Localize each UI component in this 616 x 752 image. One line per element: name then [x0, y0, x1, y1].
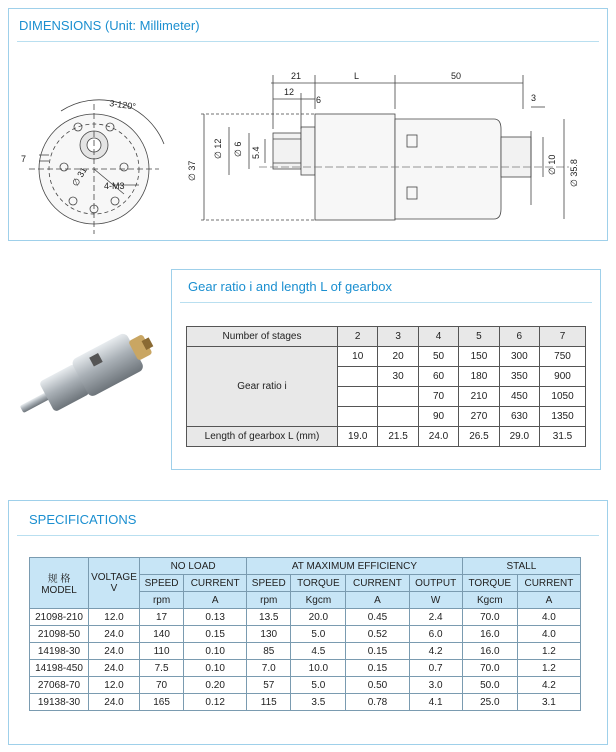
model-cell: 14198-450: [30, 660, 89, 677]
specifications-panel: [8, 500, 608, 745]
model-header-cn: 规 格: [47, 574, 71, 585]
title-separator: [180, 302, 592, 303]
model-cell: 21098-50: [30, 626, 89, 643]
dimension-drawing: [9, 9, 607, 240]
unit-cell: rpm: [140, 592, 184, 609]
spec-cell: 115: [247, 694, 291, 711]
length-cell: 26.5: [459, 427, 499, 447]
spec-cell: 10.0: [291, 660, 346, 677]
spec-cell: 4.5: [291, 643, 346, 660]
gearbox-panel: [171, 269, 601, 470]
spec-cell: 4.0: [517, 609, 580, 626]
spec-cell: 4.0: [517, 626, 580, 643]
ratio-cell: 300: [499, 347, 539, 367]
group-maxeff: AT MAXIMUM EFFICIENCY: [247, 558, 463, 575]
ratio-cell: 60: [418, 367, 458, 387]
spec-cell: 0.10: [184, 643, 247, 660]
stage-cell: 7: [540, 327, 586, 347]
stages-header: Number of stages: [187, 327, 338, 347]
specifications-title: SPECIFICATIONS: [29, 512, 137, 527]
model-cell: 19138-30: [30, 694, 89, 711]
spec-cell: 1.2: [517, 660, 580, 677]
spec-cell: 25.0: [462, 694, 517, 711]
dim-12-diam-label: ∅ 12: [213, 138, 223, 159]
dim-10-label: ∅ 10: [547, 154, 557, 175]
dim-3-label: 3: [531, 93, 537, 103]
spec-cell: 4.1: [409, 694, 462, 711]
ratio-cell: 1050: [540, 387, 586, 407]
dim-21-label: 21: [291, 71, 302, 81]
dim-37-label: ∅ 37: [187, 160, 197, 181]
dim-358-label: ∅ 35.8: [569, 159, 579, 187]
ratio-cell: 150: [459, 347, 499, 367]
spec-cell: 17: [140, 609, 184, 626]
spec-cell: 20.0: [291, 609, 346, 626]
table-row: [30, 626, 581, 643]
gear-ratio-table: [186, 326, 586, 447]
column-header: CURRENT: [184, 575, 247, 592]
length-cell: 21.5: [378, 427, 418, 447]
spec-cell: 0.50: [346, 677, 409, 694]
dim-31-label: ∅ 31: [70, 165, 89, 188]
ratio-cell: 50: [418, 347, 458, 367]
column-header: CURRENT: [517, 575, 580, 592]
stage-cell: 4: [418, 327, 458, 347]
spec-cell: 3.0: [409, 677, 462, 694]
length-cell: 29.0: [499, 427, 539, 447]
dim-6-horiz-label: 6: [316, 95, 322, 105]
spec-cell: 7.0: [247, 660, 291, 677]
spec-cell: 110: [140, 643, 184, 660]
spec-cell: 24.0: [89, 643, 140, 660]
spec-cell: 0.52: [346, 626, 409, 643]
spec-cell: 16.0: [462, 626, 517, 643]
spec-cell: 0.10: [184, 660, 247, 677]
dim-7-label: 7: [21, 154, 27, 164]
spec-cell: 0.15: [346, 660, 409, 677]
spec-cell: 0.15: [184, 626, 247, 643]
front-view: [29, 100, 164, 234]
ratio-cell: 90: [418, 407, 458, 427]
ratio-cell: 270: [459, 407, 499, 427]
unit-cell: A: [184, 592, 247, 609]
stage-cell: 2: [338, 327, 378, 347]
spec-cell: 12.0: [89, 677, 140, 694]
spec-cell: 140: [140, 626, 184, 643]
ratio-cell: 450: [499, 387, 539, 407]
gear-ratio-label: Gear ratio i: [187, 347, 338, 427]
table-row: [187, 427, 586, 447]
spec-cell: 50.0: [462, 677, 517, 694]
gearbox-title: Gear ratio i and length L of gearbox: [188, 279, 393, 294]
ratio-cell: 900: [540, 367, 586, 387]
spec-cell: 70.0: [462, 609, 517, 626]
stage-cell: 3: [378, 327, 418, 347]
group-stall: STALL: [462, 558, 580, 575]
unit-cell: Kgcm: [291, 592, 346, 609]
group-noload: NO LOAD: [140, 558, 247, 575]
spec-cell: 70.0: [462, 660, 517, 677]
model-header-en: MODEL: [41, 585, 77, 596]
spec-cell: 24.0: [89, 694, 140, 711]
spec-cell: 13.5: [247, 609, 291, 626]
spec-cell: 165: [140, 694, 184, 711]
ratio-cell: 30: [378, 367, 418, 387]
voltage-header-label: VOLTAGE: [91, 572, 137, 583]
motor-product-image: [2, 325, 172, 430]
m3-label: 4-M3: [104, 181, 125, 191]
table-row: [30, 694, 581, 711]
spec-cell: 0.15: [346, 643, 409, 660]
dimensions-title: DIMENSIONS (Unit: Millimeter): [19, 18, 200, 33]
ratio-cell: 210: [459, 387, 499, 407]
spec-cell: 5.0: [291, 626, 346, 643]
ratio-cell: 20: [378, 347, 418, 367]
dim-54-label: 5.4: [251, 146, 261, 159]
column-header: TORQUE: [462, 575, 517, 592]
unit-cell: A: [517, 592, 580, 609]
table-row: [30, 660, 581, 677]
ratio-cell: 630: [499, 407, 539, 427]
ratio-cell: [378, 387, 418, 407]
unit-cell: Kgcm: [462, 592, 517, 609]
spec-cell: 16.0: [462, 643, 517, 660]
model-cell: 21098-210: [30, 609, 89, 626]
spec-cell: 0.78: [346, 694, 409, 711]
spec-cell: 70: [140, 677, 184, 694]
column-header: SPEED: [140, 575, 184, 592]
spec-cell: 0.7: [409, 660, 462, 677]
spec-cell: 85: [247, 643, 291, 660]
title-separator: [17, 535, 599, 536]
dim-50-label: 50: [451, 71, 462, 81]
stage-cell: 5: [459, 327, 499, 347]
spec-cell: 130: [247, 626, 291, 643]
dim-L-label: L: [354, 71, 360, 81]
spec-cell: 24.0: [89, 626, 140, 643]
spec-cell: 3.1: [517, 694, 580, 711]
ratio-cell: [338, 367, 378, 387]
specifications-table: [29, 557, 581, 711]
spec-cell: 1.2: [517, 643, 580, 660]
spec-cell: 0.13: [184, 609, 247, 626]
ratio-cell: 10: [338, 347, 378, 367]
stage-cell: 6: [499, 327, 539, 347]
model-cell: 27068-70: [30, 677, 89, 694]
spec-cell: 0.20: [184, 677, 247, 694]
table-row: [187, 327, 586, 347]
spec-cell: 0.12: [184, 694, 247, 711]
length-label: Length of gearbox L (mm): [187, 427, 338, 447]
spec-cell: 57: [247, 677, 291, 694]
table-row: [30, 609, 581, 626]
spec-cell: 2.4: [409, 609, 462, 626]
model-header: [30, 558, 89, 609]
voltage-header: [89, 558, 140, 609]
column-header: CURRENT: [346, 575, 409, 592]
ratio-cell: 1350: [540, 407, 586, 427]
spec-cell: 4.2: [517, 677, 580, 694]
length-cell: 31.5: [540, 427, 586, 447]
unit-cell: A: [346, 592, 409, 609]
table-header-row: [30, 558, 581, 575]
spec-cell: 12.0: [89, 609, 140, 626]
column-header: SPEED: [247, 575, 291, 592]
spec-cell: 0.45: [346, 609, 409, 626]
column-header: OUTPUT: [409, 575, 462, 592]
spec-cell: 5.0: [291, 677, 346, 694]
spec-cell: 3.5: [291, 694, 346, 711]
length-cell: 19.0: [338, 427, 378, 447]
ratio-cell: 70: [418, 387, 458, 407]
spec-cell: 6.0: [409, 626, 462, 643]
spec-cell: 7.5: [140, 660, 184, 677]
table-row: [187, 347, 586, 367]
angle-label: 3-120°: [108, 98, 137, 112]
ratio-cell: 180: [459, 367, 499, 387]
spec-cell: 24.0: [89, 660, 140, 677]
spec-cell: 4.2: [409, 643, 462, 660]
table-row: [30, 643, 581, 660]
ratio-cell: [378, 407, 418, 427]
ratio-cell: 350: [499, 367, 539, 387]
dim-12-horiz-label: 12: [284, 87, 295, 97]
dimensions-panel: [8, 8, 608, 241]
unit-cell: rpm: [247, 592, 291, 609]
ratio-cell: [338, 407, 378, 427]
ratio-cell: [338, 387, 378, 407]
column-header: TORQUE: [291, 575, 346, 592]
table-row: [30, 677, 581, 694]
model-cell: 14198-30: [30, 643, 89, 660]
unit-cell: W: [409, 592, 462, 609]
voltage-header-unit: V: [110, 583, 118, 594]
dim-6-diam-label: ∅ 6: [233, 141, 243, 157]
length-cell: 24.0: [418, 427, 458, 447]
ratio-cell: 750: [540, 347, 586, 367]
